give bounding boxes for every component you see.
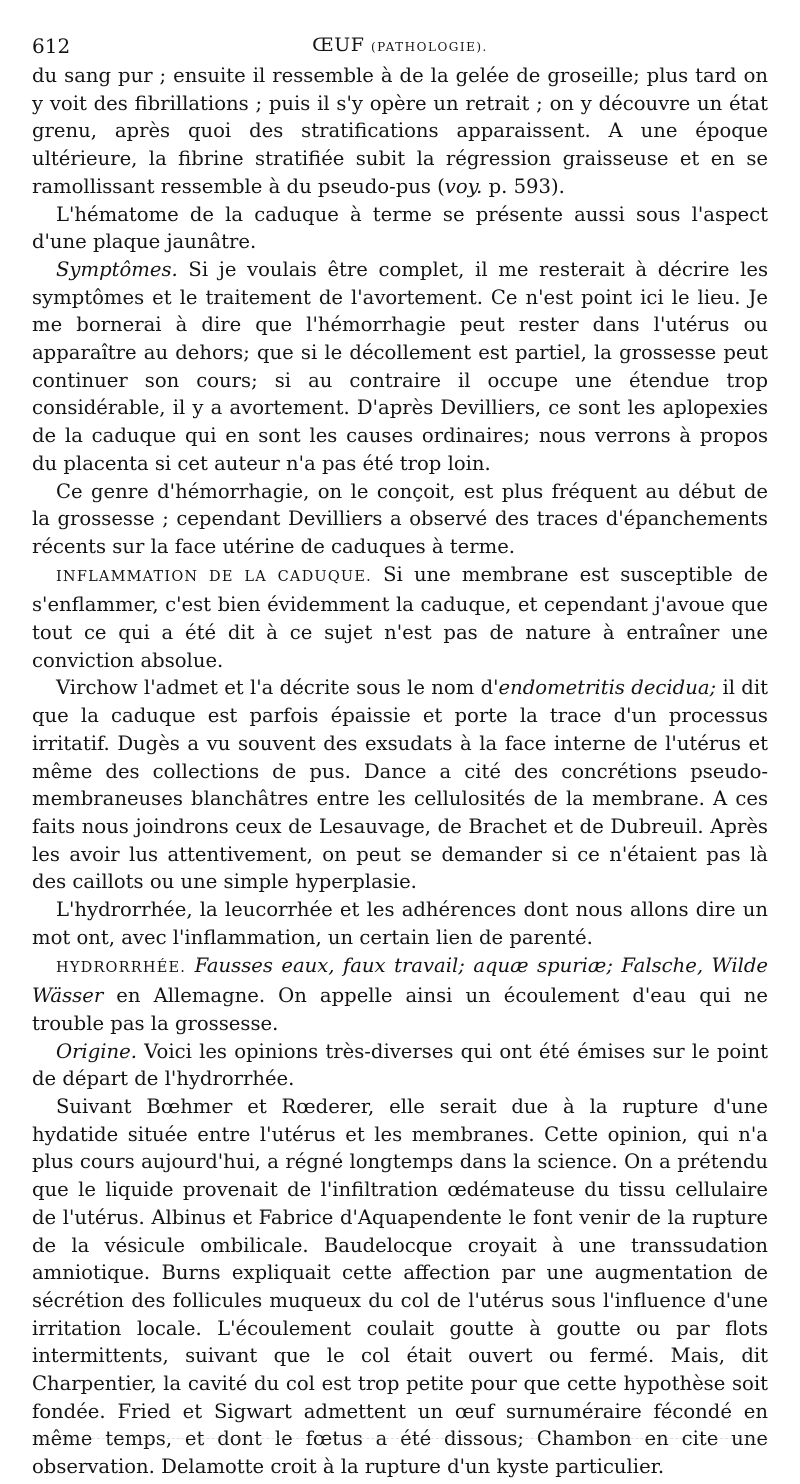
italic-run: voy.: [444, 174, 483, 198]
text-run: [186, 954, 194, 977]
italic-run: endometritis decidua;: [498, 676, 717, 700]
paragraph-p1: [32, 62, 768, 201]
paragraph-p6: [32, 674, 768, 896]
text-run: Suivant Bœhmer et Rœderer, elle serait due à la rupture d'une hydatide située entre l'utérus et les membranes. Cette opinion, qui n'a plus cours aujourd'hui, a régné longtemps dans la science. On a prétendu que le liquide provenait de l'infiltration œdémateuse du tissu cellulaire de l'utérus. Albinus et Fabrice d'Aquapendente le font venir de la rupture de la vésicule ombilicale. Baudelocque croyait à une transsudation amniotique. Burns expliquait cette affection par une augmentation de sécrétion des follicules muqueux du col de l'utérus sous l'influence d'une irritation locale. L'écoulement coulait goutte à goutte ou par flots intermittents, suivant que le col était ouvert ou fermé. Mais, dit Charpentier, la cavité du col est trop petite pour que cette hypothèse soit fondée. Fried et Sigwart admettent un œuf surnuméraire fécondé en même temps, et dont le fœtus a été dissous; Chambon en cite une observation. Delamotte croit à la rupture d'un kyste particulier.: [32, 1095, 768, 1479]
text-run: p. 593).: [482, 174, 565, 198]
paragraph-p2: [32, 201, 768, 256]
text-run: Ce genre d'hémorrhagie, on le conçoit, est plus fréquent au début de la grossesse ; cependant Devilliers a observé des traces d'épanchements récents sur la face utérine de caduques à terme.: [32, 479, 768, 558]
italic-run: Origine.: [56, 1039, 137, 1063]
paragraph-p10: [32, 1093, 768, 1481]
text-run: L'hydrorrhée, la leucorrhée et les adhérences dont nous allons dire un mot ont, avec l'inflammation, un certain lien de parenté.: [32, 898, 768, 949]
paragraph-p4: [32, 478, 768, 561]
paragraph-p9: [32, 1038, 768, 1093]
text-run: Si je voulais être complet, il me resterait à décrire les symptômes et le traitement de l'avortement. Ce n'est point ici le lieu. Je me bornerai à dire que l'hémorrhagie peut rester dans l'utérus ou apparaître au dehors; que si le décollement est partiel, la grossesse peut continuer son cours; si au contraire il occupe une étendue trop considérable, il y a avortement. D'après Devilliers, ce sont les aplopexies de la caduque qui en sont les causes ordinaires; nous verrons à propos du placenta si cet auteur n'a pas été trop loin.: [32, 257, 768, 475]
italic-run: Symptômes.: [56, 257, 178, 281]
text-run: Virchow l'admet et l'a décrite sous le nom d': [56, 676, 499, 700]
section-heading: HYDRORRHÉE.: [56, 959, 187, 976]
section-heading: INFLAMMATION DE LA CADUQUE.: [56, 568, 372, 585]
running-title: [32, 34, 768, 56]
paragraph-p7: [32, 896, 768, 951]
paragraph-p5: [32, 561, 768, 675]
page-number: 612: [32, 34, 71, 58]
page-header: [32, 34, 768, 60]
running-title-main: ŒUF: [312, 34, 365, 56]
text-run: Voici les opinions très-diverses qui ont été émises sur le point de départ de l'hydrorrhée.: [32, 1039, 768, 1091]
text-run: L'hématome de la caduque à terme se présente aussi sous l'aspect d'une plaque jaunâtre.: [32, 202, 768, 254]
text-run: Si une membrane est susceptible de s'enflammer, c'est bien évidemment la caduque, et cependant j'avoue que tout ce qui a été dit à ce sujet n'est pas de nature à entraîner une conviction absolue.: [32, 562, 768, 672]
running-title-section: (PATHOLOGIE).: [371, 40, 488, 54]
text-run: il dit que la caduque est parfois épaissie et porte la trace d'un processus irritatif. Dugès a vu souvent des exsudats à la face interne de l'utérus et même des collections de pus. Dance a cité des concrétions pseudo-membraneuses blanchâtres entre les cellulosités de la membrane. A ces faits nous joindrons ceux de Lesauvage, de Brachet et de Dubreuil. Après les avoir lus attentivement, on peut se demander si ce n'étaient pas là des caillots ou une simple hyperplasie.: [32, 676, 768, 894]
paragraph-p8: [32, 952, 768, 1038]
body-text: [32, 62, 768, 1481]
italic-run: Fausses eaux, faux travail; aquæ spuriæ; Falsche, Wilde Wässer: [32, 953, 768, 1008]
text-run: du sang pur ; ensuite il ressemble à de la gelée de groseille; plus tard on y voit des fibrillations ; puis il s'y opère un retrait ; on y découvre un état grenu, après quoi des stratifications apparaissent. A une époque ultérieure, la fibrine stratifiée subit la régression graisseuse et en se ramollissant ressemble à du pseudo-pus (: [32, 64, 768, 198]
page-footer-rule: [32, 1438, 768, 1439]
text-run: en Allemagne. On appelle ainsi un écoulement d'eau qui ne trouble pas la grossesse.: [32, 984, 768, 1035]
paragraph-p3: [32, 256, 768, 478]
